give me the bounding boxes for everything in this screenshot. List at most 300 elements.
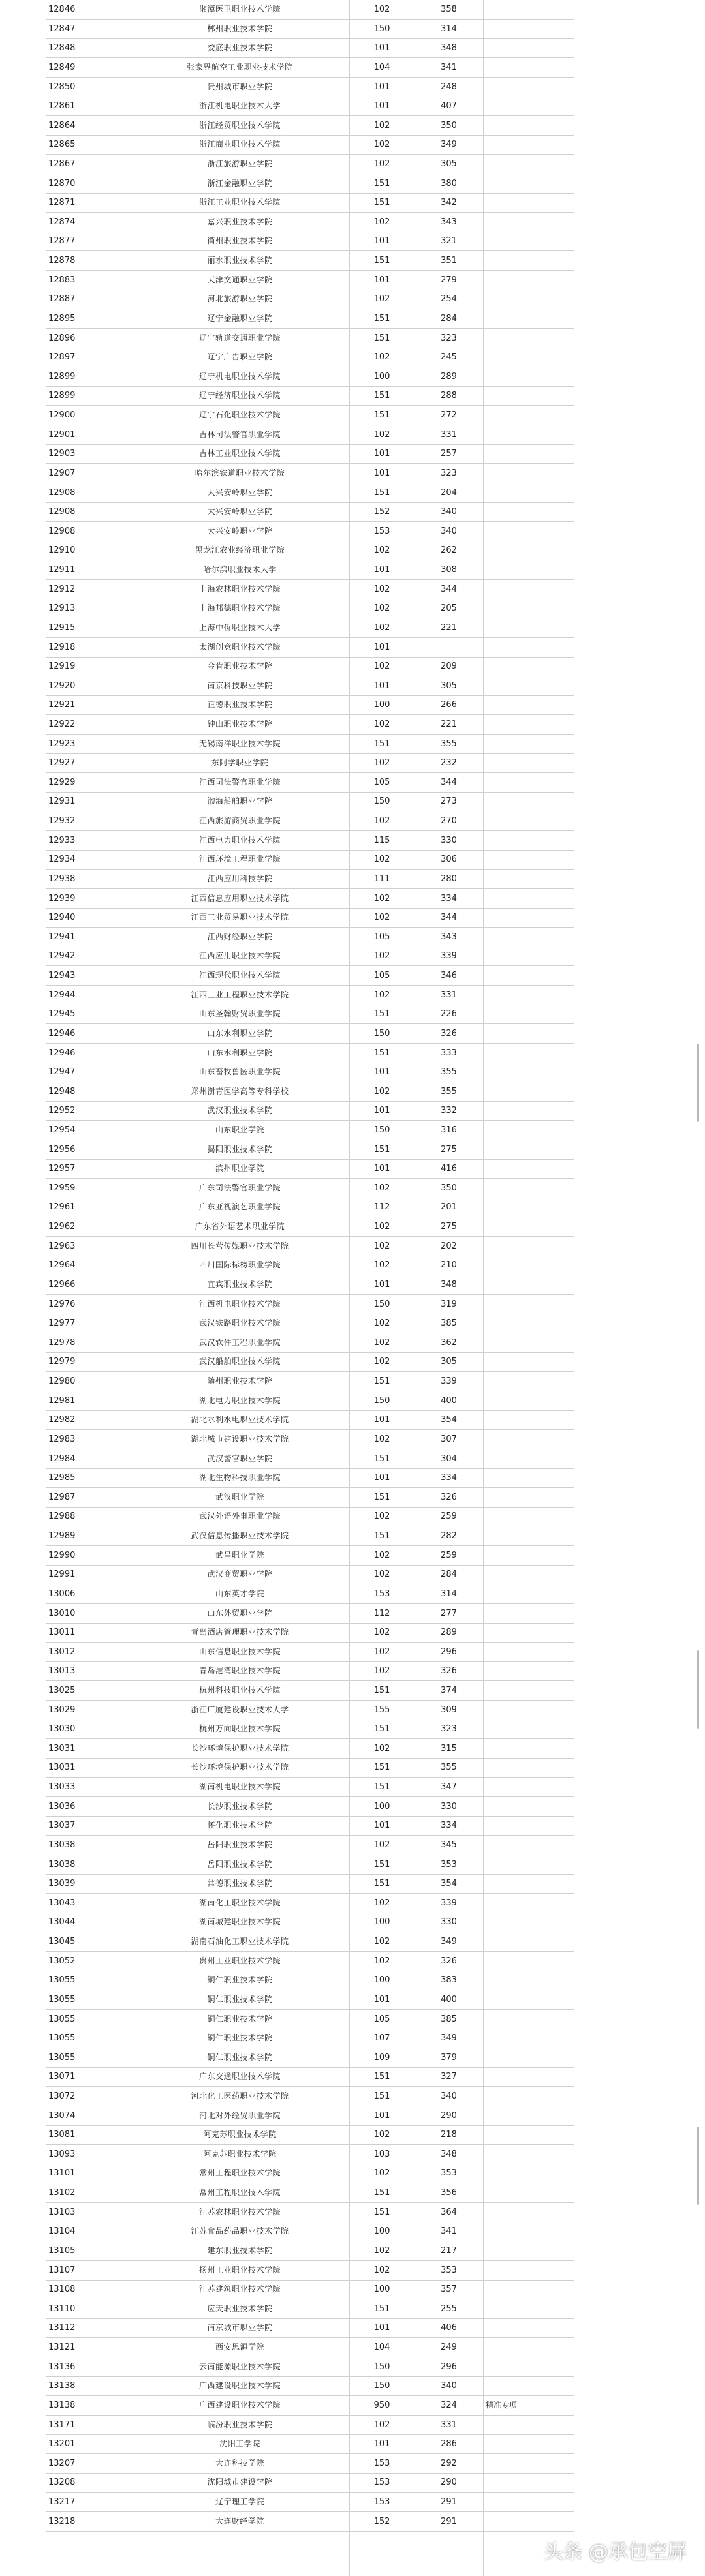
min-score-cell: 345 (441, 1840, 457, 1850)
scrollbar-thumb[interactable] (697, 2127, 699, 2205)
min-score-cell: 257 (441, 449, 457, 459)
school-code-cell: 12931 (48, 796, 76, 807)
table-row (46, 2473, 574, 2493)
major-group-cell: 102 (373, 719, 390, 729)
school-name-cell: 山东英才学院 (215, 1588, 264, 1598)
major-group-cell: 102 (373, 1666, 390, 1676)
major-group-cell: 101 (373, 1106, 390, 1116)
school-name-cell: 武昌职业学院 (215, 1550, 264, 1560)
remark-cell (483, 2145, 574, 2164)
min-score-cell: 364 (441, 2207, 457, 2217)
table-row (46, 1275, 574, 1295)
table-row (46, 1855, 574, 1875)
remark-cell (483, 1044, 574, 1063)
major-group-cell: 102 (373, 1183, 390, 1193)
school-name-cell: 天津交通职业学院 (207, 275, 273, 284)
school-name-cell: 湖南石油化工职业技术学院 (191, 1937, 289, 1946)
min-score-cell: 379 (441, 2052, 457, 2063)
table-row (46, 1778, 574, 1797)
school-name-cell: 江西工业贸易职业技术学院 (191, 913, 289, 922)
table-row (46, 406, 574, 425)
min-score-cell: 385 (441, 1318, 457, 1329)
school-name-cell: 南京城市职业学院 (207, 2323, 273, 2333)
min-score-cell: 356 (441, 2188, 457, 2198)
table-row (46, 889, 574, 909)
remark-cell (483, 1758, 574, 1777)
table-row (46, 1333, 574, 1353)
school-name-cell: 湖北电力职业技术学院 (198, 1395, 281, 1405)
major-group-cell: 153 (373, 2458, 390, 2468)
major-group-cell: 105 (373, 932, 390, 942)
table-row (46, 2203, 574, 2222)
min-score-cell: 259 (441, 1511, 457, 1522)
remark-cell (483, 870, 574, 888)
remark-cell (483, 1546, 574, 1565)
remark-cell (483, 2376, 574, 2395)
remark-cell (483, 1720, 574, 1738)
school-name-cell: 大连财经学院 (215, 2516, 264, 2526)
table-row (46, 1971, 574, 1990)
school-name-cell: 丽水职业技术学院 (207, 256, 273, 265)
major-group-cell: 101 (373, 1279, 390, 1290)
remark-cell (483, 2280, 574, 2299)
table-row (46, 2493, 574, 2512)
school-code-cell: 13013 (48, 1666, 76, 1676)
table-row (46, 2067, 574, 2087)
school-name-cell: 钟山职业技术学院 (207, 719, 273, 729)
school-code-cell: 13011 (48, 1628, 76, 1638)
min-score-cell: 209 (441, 661, 457, 672)
school-name-cell: 常州工程职业技术学院 (198, 2168, 281, 2178)
min-score-cell: 326 (441, 1028, 457, 1038)
major-group-cell: 102 (373, 1222, 390, 1232)
min-score-cell: 347 (441, 1782, 457, 1792)
remark-cell (483, 2087, 574, 2106)
table-row (46, 386, 574, 406)
table-row (46, 213, 574, 232)
school-code-cell: 12921 (48, 700, 76, 710)
school-code-cell: 12957 (48, 1164, 76, 1174)
remark-cell (483, 1256, 574, 1275)
major-group-cell: 102 (373, 545, 390, 556)
remark-cell (483, 1643, 574, 1661)
min-score-cell: 358 (441, 5, 457, 14)
school-name-cell: 临汾职业技术学院 (207, 2419, 273, 2429)
school-name-cell: 浙江经贸职业技术学院 (198, 120, 281, 130)
major-group-cell: 150 (373, 1299, 390, 1309)
min-score-cell: 289 (441, 371, 457, 382)
remark-cell (483, 773, 574, 792)
table-row (46, 1352, 574, 1372)
remark-cell (483, 1391, 574, 1410)
school-name-cell: 山东圣翰财贸职业学院 (198, 1009, 281, 1019)
school-code-cell: 13136 (48, 2361, 76, 2372)
major-group-cell: 102 (373, 1840, 390, 1850)
major-group-cell: 115 (373, 835, 390, 845)
remark-cell (483, 2048, 574, 2067)
remark-cell (483, 1778, 574, 1796)
school-code-cell: 12963 (48, 1241, 76, 1251)
min-score-cell: 204 (441, 487, 457, 498)
remark-cell (483, 1584, 574, 1603)
table-row (46, 1758, 574, 1778)
school-name-cell: 辽宁轨道交通职业学院 (198, 333, 281, 342)
min-score-cell: 296 (441, 1646, 457, 1657)
school-name-cell: 南京科技职业学院 (207, 680, 273, 690)
school-code-cell: 12908 (48, 526, 76, 536)
table-row (46, 483, 574, 503)
major-group-cell: 105 (373, 2014, 390, 2024)
table-row (46, 2299, 574, 2319)
remark-cell (483, 715, 574, 734)
table-row (46, 2396, 574, 2416)
remark-cell (483, 2454, 574, 2473)
table-row (46, 2087, 574, 2106)
major-group-cell: 150 (373, 1028, 390, 1038)
major-group-cell: 150 (373, 2381, 390, 2391)
school-name-cell: 西安思源学院 (215, 2342, 264, 2352)
remark-cell (483, 2416, 574, 2434)
school-code-cell: 12945 (48, 1009, 76, 1020)
min-score-cell: 348 (441, 1279, 457, 1290)
school-code-cell: 12922 (48, 719, 76, 729)
school-code-cell: 12861 (48, 101, 76, 112)
table-row (46, 2125, 574, 2145)
remark-cell (483, 2067, 574, 2086)
major-group-cell: 950 (373, 2400, 390, 2410)
school-name-cell: 沈阳城市建设学院 (207, 2478, 273, 2487)
scrollbar-thumb[interactable] (697, 1650, 699, 1729)
school-code-cell: 12990 (48, 1550, 76, 1560)
table-row (46, 58, 574, 78)
table-row (46, 1063, 574, 1082)
major-group-cell: 151 (373, 2091, 390, 2101)
school-code-cell: 12966 (48, 1279, 76, 1290)
school-name-cell: 山东信息职业技术学院 (198, 1646, 281, 1656)
remark-cell (483, 2203, 574, 2222)
min-score-cell: 290 (441, 2110, 457, 2121)
school-code-cell: 12983 (48, 1434, 76, 1444)
major-group-cell: 102 (373, 913, 390, 923)
major-group-cell: 151 (373, 1376, 390, 1386)
remark-cell (483, 1894, 574, 1913)
table-row (46, 1044, 574, 1063)
school-name-cell: 扬州工业职业技术学院 (198, 2265, 281, 2275)
remark-cell (483, 580, 574, 599)
min-score-cell: 331 (441, 429, 457, 440)
major-group-cell: 151 (373, 1492, 390, 1502)
table-row (46, 1836, 574, 1855)
remark-cell (483, 1430, 574, 1449)
min-score-cell: 383 (441, 1975, 457, 1986)
min-score-cell: 305 (441, 159, 457, 169)
school-code-cell: 12849 (48, 62, 76, 72)
school-name-cell: 岳阳职业技术学院 (207, 1859, 273, 1869)
remark-cell (483, 1101, 574, 1120)
major-group-cell: 152 (373, 507, 390, 517)
school-name-cell: 浙江机电职业技术大学 (198, 101, 281, 111)
major-group-cell: 153 (373, 526, 390, 536)
school-code-cell: 13105 (48, 2245, 76, 2256)
school-code-cell: 12934 (48, 855, 76, 865)
min-score-cell: 217 (441, 2245, 457, 2256)
table-row (46, 425, 574, 445)
school-code-cell: 12918 (48, 642, 76, 652)
school-code-cell: 12919 (48, 661, 76, 672)
table-row (46, 870, 574, 889)
school-name-cell: 哈尔滨职业技术大学 (203, 565, 277, 574)
min-score-cell: 385 (441, 2014, 457, 2024)
remark-cell (483, 1121, 574, 1140)
min-score-cell: 284 (441, 313, 457, 324)
school-name-cell: 杭州科技职业技术学院 (198, 1685, 281, 1695)
school-code-cell: 13103 (48, 2207, 76, 2217)
major-group-cell: 151 (373, 313, 390, 324)
major-group-cell: 151 (373, 391, 390, 401)
remark-cell (483, 2183, 574, 2202)
min-score-cell: 308 (441, 565, 457, 575)
table-row (46, 1565, 574, 1584)
scrollbar-thumb[interactable] (697, 1044, 699, 1122)
major-group-cell: 150 (373, 23, 390, 34)
school-code-cell: 13138 (48, 2381, 76, 2391)
school-code-cell: 12915 (48, 622, 76, 633)
table-row (46, 348, 574, 367)
school-code-cell: 13107 (48, 2265, 76, 2275)
major-group-cell: 102 (373, 1434, 390, 1444)
table-row (46, 541, 574, 560)
major-group-cell: 150 (373, 1395, 390, 1406)
school-name-cell: 衢州职业技术学院 (207, 236, 273, 246)
min-score-cell: 333 (441, 1048, 457, 1058)
table-row (46, 116, 574, 136)
table-row (46, 2318, 574, 2338)
min-score-cell: 362 (441, 1337, 457, 1348)
table-row (46, 1082, 574, 1102)
min-score-cell: 327 (441, 2072, 457, 2082)
school-name-cell: 浙江工业职业技术学院 (198, 198, 281, 207)
admission-score-table (46, 0, 574, 2576)
table-row (46, 444, 574, 464)
remark-cell (483, 1082, 574, 1101)
remark-cell (483, 676, 574, 695)
table-row (46, 1894, 574, 1913)
remark-cell (483, 638, 574, 657)
min-score-cell: 353 (441, 2265, 457, 2275)
remark-cell (483, 1661, 574, 1680)
table-row (46, 811, 574, 831)
remark-cell (483, 657, 574, 676)
school-name-cell: 上海邦德职业技术学院 (198, 603, 281, 613)
school-name-cell: 吉林工业职业技术学院 (198, 449, 281, 459)
school-name-cell: 江西应用职业技术学院 (198, 951, 281, 961)
table-row (46, 1295, 574, 1314)
remark-cell (483, 1971, 574, 1990)
remark-cell (483, 271, 574, 290)
remark-cell (483, 155, 574, 174)
table-row (46, 966, 574, 986)
remark-cell (483, 1681, 574, 1700)
remark-cell (483, 38, 574, 57)
school-code-cell: 12947 (48, 1067, 76, 1078)
remark-cell (483, 560, 574, 579)
school-name-cell: 武汉警官职业学院 (207, 1453, 273, 1463)
major-group-cell: 105 (373, 777, 390, 787)
remark-cell (483, 2434, 574, 2453)
scrollbar[interactable] (696, 0, 701, 2576)
school-code-cell: 13031 (48, 1763, 76, 1773)
table-row (46, 1932, 574, 1952)
school-name-cell: 郴州职业技术学院 (207, 23, 273, 33)
remark-cell (483, 618, 574, 637)
min-score-cell: 374 (441, 1685, 457, 1695)
min-score-cell: 315 (441, 1743, 457, 1753)
major-group-cell: 101 (373, 642, 390, 652)
min-score-cell: 331 (441, 2419, 457, 2430)
table-row (46, 1121, 574, 1140)
school-code-cell: 13036 (48, 1801, 76, 1811)
remark-cell (483, 1140, 574, 1159)
major-group-cell: 102 (373, 1086, 390, 1097)
major-group-cell: 100 (373, 2226, 390, 2237)
school-code-cell: 13045 (48, 1937, 76, 1947)
major-group-cell: 102 (373, 1241, 390, 1251)
school-code-cell: 13025 (48, 1685, 76, 1695)
remark-cell (483, 1816, 574, 1835)
major-group-cell: 101 (373, 468, 390, 478)
school-code-cell: 13044 (48, 1917, 76, 1928)
school-name-cell: 阿克苏职业技术学院 (203, 2130, 277, 2140)
school-name-cell: 广西建设职业技术学院 (198, 2400, 281, 2410)
min-score-cell: 304 (441, 1453, 457, 1464)
table-row (46, 1488, 574, 1508)
min-score-cell: 350 (441, 1183, 457, 1193)
min-score-cell: 323 (441, 1724, 457, 1735)
min-score-cell: 340 (441, 526, 457, 536)
school-name-cell: 山东外贸职业学院 (207, 1608, 273, 1618)
major-group-cell: 151 (373, 1724, 390, 1735)
school-code-cell: 12929 (48, 777, 76, 787)
remark-cell (483, 386, 574, 405)
min-score-cell: 218 (441, 2130, 457, 2140)
min-score-cell: 400 (441, 1395, 457, 1406)
school-name-cell: 长沙职业技术学院 (207, 1801, 273, 1811)
remark-cell (483, 1739, 574, 1758)
school-code-cell: 12946 (48, 1048, 76, 1058)
remark-cell (483, 753, 574, 772)
remark-cell (483, 309, 574, 328)
remark-cell (483, 425, 574, 444)
school-code-cell: 12913 (48, 603, 76, 614)
min-score-cell: 350 (441, 120, 457, 130)
major-group-cell: 151 (373, 410, 390, 420)
table-row (46, 1797, 574, 1817)
table-row (46, 753, 574, 773)
school-code-cell: 13104 (48, 2226, 76, 2237)
school-code-cell: 13043 (48, 1898, 76, 1908)
school-name-cell: 武汉船舶职业技术学院 (198, 1357, 281, 1367)
school-code-cell: 12933 (48, 835, 76, 845)
school-name-cell: 揭阳职业技术学院 (207, 1144, 273, 1154)
min-score-cell: 323 (441, 333, 457, 343)
remark-cell (483, 1198, 574, 1217)
min-score-cell (415, 638, 483, 657)
school-code-cell: 13171 (48, 2419, 76, 2430)
school-name-cell: 应天职业技术学院 (207, 2303, 273, 2313)
min-score-cell: 330 (441, 1917, 457, 1928)
remark-cell (483, 522, 574, 541)
major-group-cell: 102 (373, 893, 390, 903)
min-score-cell: 331 (441, 990, 457, 1000)
school-code-cell: 13055 (48, 1994, 76, 2005)
remark-cell (483, 1179, 574, 1198)
major-group-cell: 102 (373, 584, 390, 594)
min-score-cell: 326 (441, 1492, 457, 1502)
major-group-cell: 104 (373, 62, 390, 72)
school-name-cell: 山东水利职业学院 (207, 1028, 273, 1038)
school-code-cell: 12846 (48, 5, 76, 14)
remark-cell (483, 1372, 574, 1391)
table-row (46, 1681, 574, 1701)
school-name-cell: 广西建设职业技术学院 (198, 2381, 281, 2391)
remark-cell (483, 831, 574, 850)
major-group-cell: 109 (373, 2052, 390, 2063)
school-code-cell: 12923 (48, 738, 76, 749)
school-name-cell: 岳阳职业技术学院 (207, 1840, 273, 1849)
table-row (46, 1507, 574, 1526)
school-name-cell: 吉林司法警官职业学院 (198, 429, 281, 439)
remark-cell (483, 1507, 574, 1526)
table-row (46, 271, 574, 290)
min-score-cell: 305 (441, 1357, 457, 1367)
min-score-cell: 357 (441, 2284, 457, 2295)
table-row (46, 1643, 574, 1662)
major-group-cell: 102 (373, 5, 390, 14)
school-code-cell: 12927 (48, 758, 76, 768)
school-code-cell: 12874 (48, 217, 76, 227)
school-code-cell: 12920 (48, 680, 76, 691)
remark-cell (483, 850, 574, 869)
table-row (46, 1430, 574, 1449)
major-group-cell: 102 (373, 429, 390, 440)
school-code-cell: 13112 (48, 2323, 76, 2333)
remark-cell (483, 348, 574, 367)
major-group-cell: 151 (373, 1763, 390, 1773)
major-group-cell: 107 (373, 2033, 390, 2044)
table-row (46, 1410, 574, 1430)
school-code-cell: 12864 (48, 120, 76, 130)
table-row (46, 38, 574, 58)
school-name-cell: 江西旅游商贸职业学院 (198, 816, 281, 825)
major-group-cell: 102 (373, 2245, 390, 2256)
remark-cell (483, 2164, 574, 2183)
school-code-cell: 12940 (48, 913, 76, 923)
major-group-cell: 112 (373, 1202, 390, 1213)
remark-cell (483, 251, 574, 270)
major-group-cell: 151 (373, 2207, 390, 2217)
table-row (46, 1101, 574, 1121)
table-row (46, 329, 574, 348)
school-name-cell: 铜仁职业技术学院 (207, 2052, 273, 2062)
remark-cell (483, 1990, 574, 2009)
school-code-cell: 12954 (48, 1125, 76, 1135)
major-group-cell: 101 (373, 1473, 390, 1483)
school-code-cell: 13055 (48, 2033, 76, 2044)
table-row (46, 618, 574, 638)
school-code-cell: 12895 (48, 313, 76, 324)
table-row (46, 1256, 574, 1275)
major-group-cell: 101 (373, 275, 390, 285)
